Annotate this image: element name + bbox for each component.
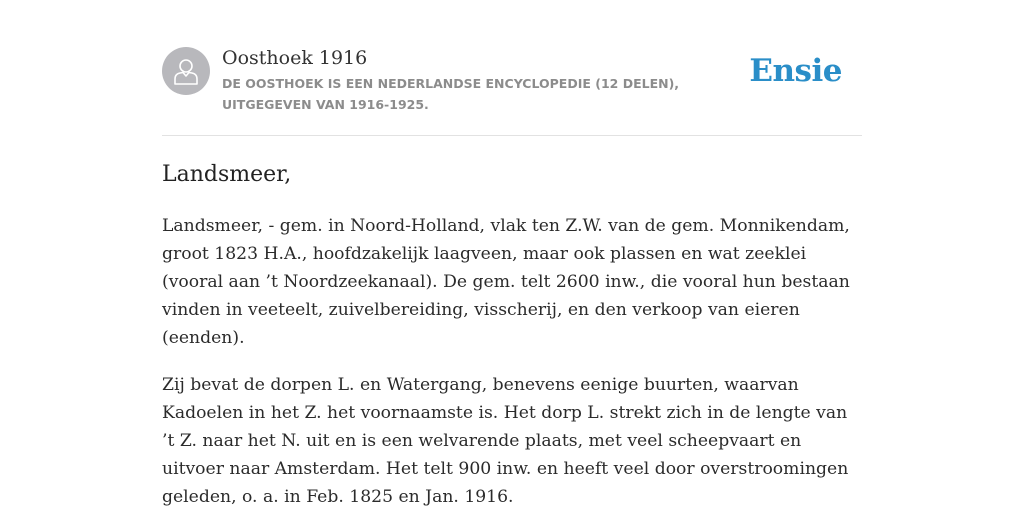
header-divider [162,135,862,136]
article-title: Landsmeer, [162,162,292,187]
user-avatar-icon [174,57,198,85]
brand-logo[interactable]: Ensie [749,53,842,89]
source-header [162,46,862,136]
source-description: DE OOSTHOEK IS EEN NEDERLANDSE ENCYCLOPEDIE (12 DELEN), UITGEGEVEN VAN 1916-1925. [222,76,680,112]
article-paragraph: Zij bevat de dorpen L. en Watergang, benevens eenige buurten, waarvan Kadoelen in het Z. het voornaamste is. Het dorp L. strekt zich in de lengte van ’t Z. naar het N. uit en is een welvarende plaats, met veel scheepvaart en uitvoer naar Amsterdam. Het telt 900 inw. en heeft veel door overstroomingen geleden, o. a. in Feb. 1825 en Jan. 1916. [162,375,849,507]
source-avatar[interactable] [162,47,210,95]
article-paragraph: Landsmeer, - gem. in Noord-Holland, vlak ten Z.W. van de gem. Monnikendam, groot 1823 H.A., hoofdzakelijk laagveen, maar ook plassen en wat zeeklei (vooral aan ’t Noordzeekanaal). De gem. telt 2600 inw., die vooral hun bestaan vinden in veeteelt, zuivelbereiding, visscherij, en den verkoop van eieren (eenden). [162,216,850,348]
source-title[interactable]: Oosthoek 1916 [222,47,368,69]
article-body [162,212,864,512]
